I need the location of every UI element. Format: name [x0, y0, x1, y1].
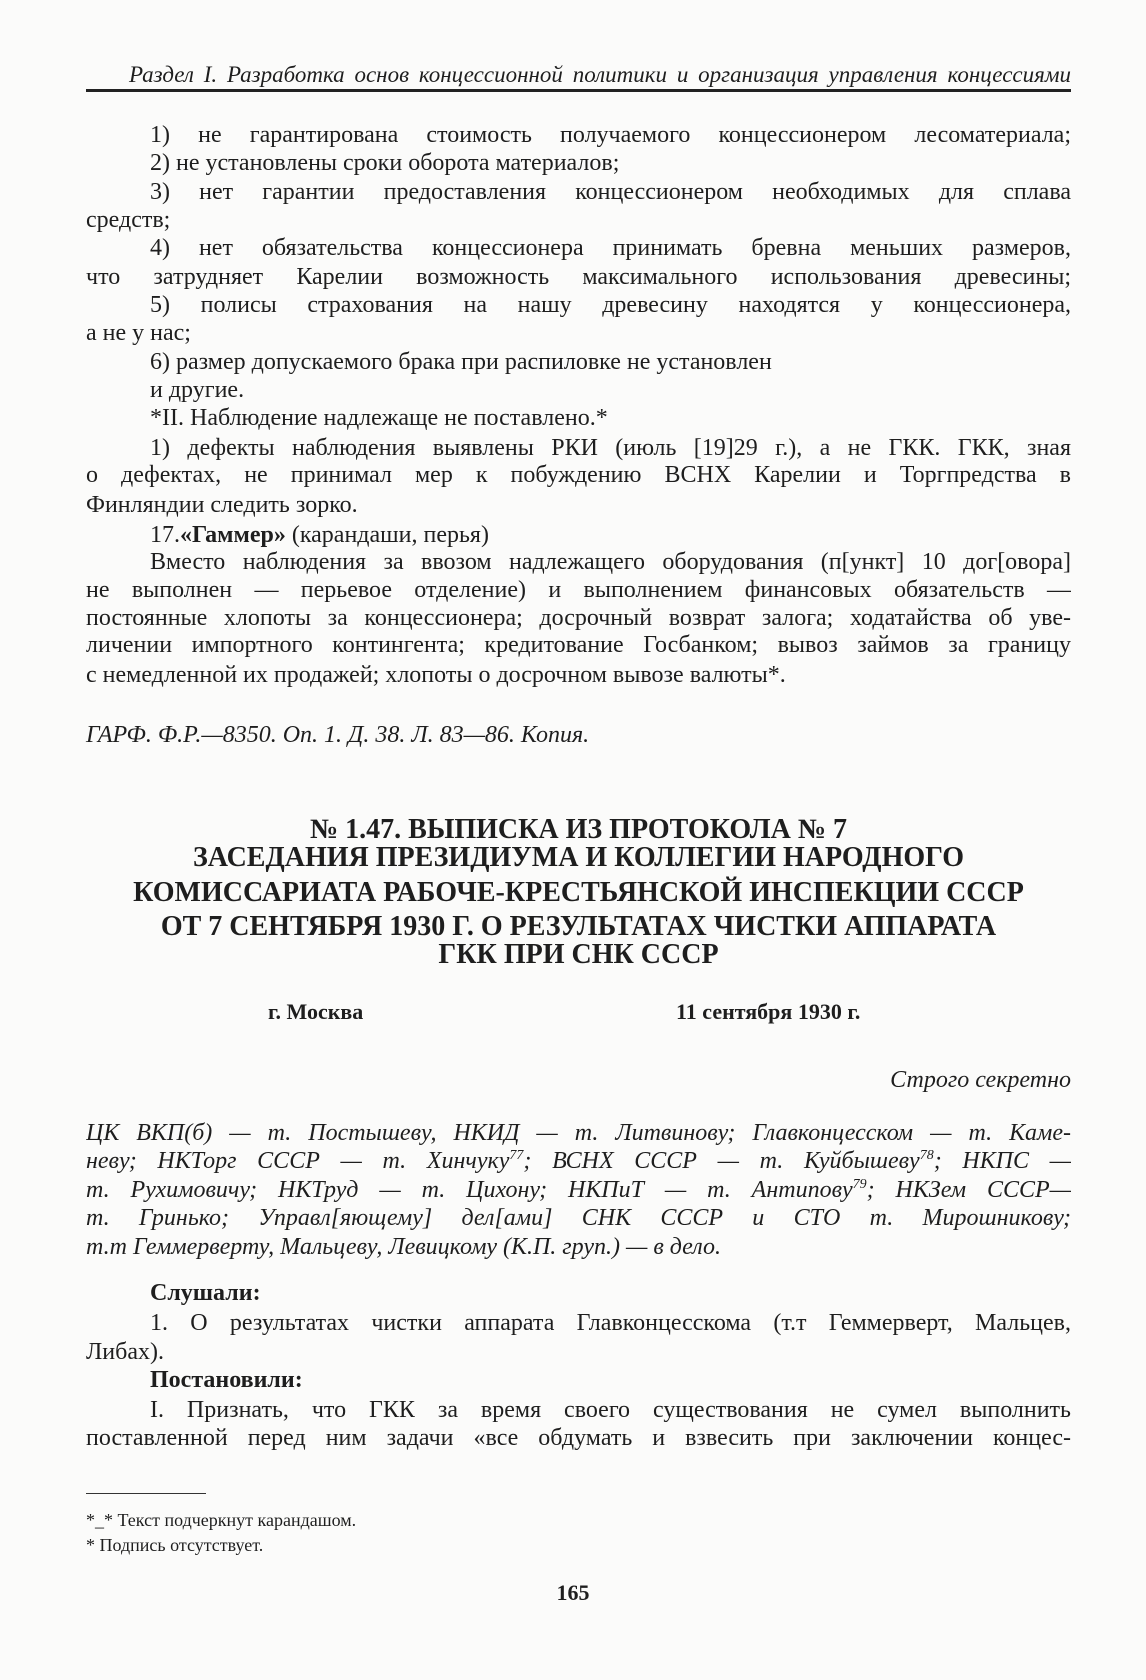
text-line: средств; [86, 207, 171, 233]
text-line: 4) нет обязательства концессионера принимать бревна меньших размеров, [150, 235, 1071, 261]
classification: Строго секретно [890, 1067, 1071, 1093]
addressee-text: ; НКПС — [933, 1148, 1071, 1174]
text-line: личении импортного контингента; кредитование Госбанком; вывоз займов за границу [86, 632, 1071, 658]
text-line: 1) дефекты наблюдения выявлены РКИ (июль [19]29 г.), а не ГКК. ГКК, зная [150, 435, 1071, 461]
footnote-ref[interactable]: 77 [509, 1148, 524, 1163]
archive-source: ГАРФ. Ф.Р.—8350. Оп. 1. Д. 38. Л. 83—86. Копия. [86, 722, 590, 748]
text-line: что затрудняет Карелии возможность максимального использования древесины; [86, 264, 1071, 290]
addressee-text: т. Рухимовичу; НКТруд — т. Цихону; НКПиТ — т. Антипову [86, 1177, 853, 1203]
heading-line: № 1.47. ВЫПИСКА ИЗ ПРОТОКОЛА № 7 [310, 814, 847, 845]
heading-line: КОМИССАРИАТА РАБОЧЕ-КРЕСТЬЯНСКОЙ ИНСПЕКЦИИ СССР [133, 877, 1024, 908]
footnote-ref[interactable]: 79 [852, 1177, 867, 1192]
addressee-line [86, 1146, 1071, 1176]
heading-line: ОТ 7 СЕНТЯБРЯ 1930 Г. О РЕЗУЛЬТАТАХ ЧИСТКИ АППАРАТА [160, 911, 997, 942]
addressee-line: ЦК ВКП(б) — т. Постышеву, НКИД — т. Литвинову; Главконцесском — т. Каме- [86, 1120, 1071, 1146]
resolved-label: Постановили: [150, 1367, 303, 1393]
text-line: и другие. [150, 377, 245, 403]
text-line: 6) размер допускаемого брака при распиловке не установлен [150, 349, 772, 375]
page-number: 165 [556, 1580, 590, 1605]
text-line: 2) не установлены сроки оборота материалов; [150, 150, 620, 176]
concession-name: «Гаммер» [180, 522, 286, 548]
date: 11 сентября 1930 г. [676, 999, 861, 1024]
text-line: 3) нет гарантии предоставления концессионером необходимых для сплава [150, 179, 1071, 205]
addressee-line: т.т Геммерверту, Мальцеву, Левицкому (К.П. груп.) — в дело. [86, 1234, 721, 1260]
text-line: о дефектах, не принимал мер к побуждению ВСНХ Карелии и Торгпредства в [86, 462, 1071, 488]
text-line: 1. О результатах чистки аппарата Главконцесскома (т.т Геммерверт, Мальцев, [150, 1310, 1071, 1336]
text-line: 5) полисы страхования на нашу древесину находятся у концессионера, [150, 292, 1071, 318]
heading-line: ЗАСЕДАНИЯ ПРЕЗИДИУМА И КОЛЛЕГИИ НАРОДНОГО [192, 842, 965, 873]
addressee-line: т. Гринько; Управл[яющему] дел[ами] СНК СССР и СТО т. Мирошникову; [86, 1205, 1071, 1231]
text-line: Финляндии следить зорко. [86, 492, 358, 518]
text-line: а не у нас; [86, 320, 191, 346]
addressee-text: неву; НКТорг СССР — т. Хинчуку [86, 1148, 510, 1174]
text-line: *II. Наблюдение надлежаще не поставлено.* [150, 405, 608, 431]
item-number: 17. [150, 522, 180, 548]
heard-label: Слушали: [150, 1280, 261, 1306]
item-17-title [150, 520, 1071, 550]
text-line: Вместо наблюдения за ввозом надлежащего оборудования (п[ункт] 10 дог[овора] [150, 549, 1071, 575]
running-header: Раздел I. Разработка основ концессионной политики и организация управления концессиями [129, 62, 1071, 87]
heading-line: ГКК ПРИ СНК СССР [438, 939, 719, 970]
text-line: поставленной перед ним задачи «все обдумать и взвесить при заключении концес- [86, 1425, 1071, 1451]
footnote-rule [86, 1493, 206, 1494]
addressee-text: ; НКЗем СССР— [866, 1177, 1071, 1203]
text-line: постоянные хлопоты за концессионера; досрочный возврат залога; ходатайства об уве- [86, 605, 1071, 631]
footnote: *_* Текст подчеркнут карандашом. [86, 1510, 357, 1530]
text-line: не выполнен — перьевое отделение) и выполнением финансовых обязательств — [86, 577, 1071, 603]
place: г. Москва [268, 999, 364, 1024]
text-line: с немедленной их продажей; хлопоты о досрочном вывозе валюты*. [86, 662, 786, 688]
addressee-text: ; ВСНХ СССР — т. Куйбышеву [523, 1148, 920, 1174]
text-line: I. Признать, что ГКК за время своего существования не сумел выполнить [150, 1397, 1071, 1423]
header-rule [86, 89, 1071, 92]
footnote-ref[interactable]: 78 [919, 1148, 934, 1163]
item-description: (карандаши, перья) [285, 522, 489, 548]
addressee-line [86, 1175, 1071, 1205]
footnote: * Подпись отсутствует. [86, 1535, 264, 1555]
text-line: Либах). [86, 1339, 164, 1365]
text-line: 1) не гарантирована стоимость получаемого концессионером лесоматериала; [150, 122, 1071, 148]
